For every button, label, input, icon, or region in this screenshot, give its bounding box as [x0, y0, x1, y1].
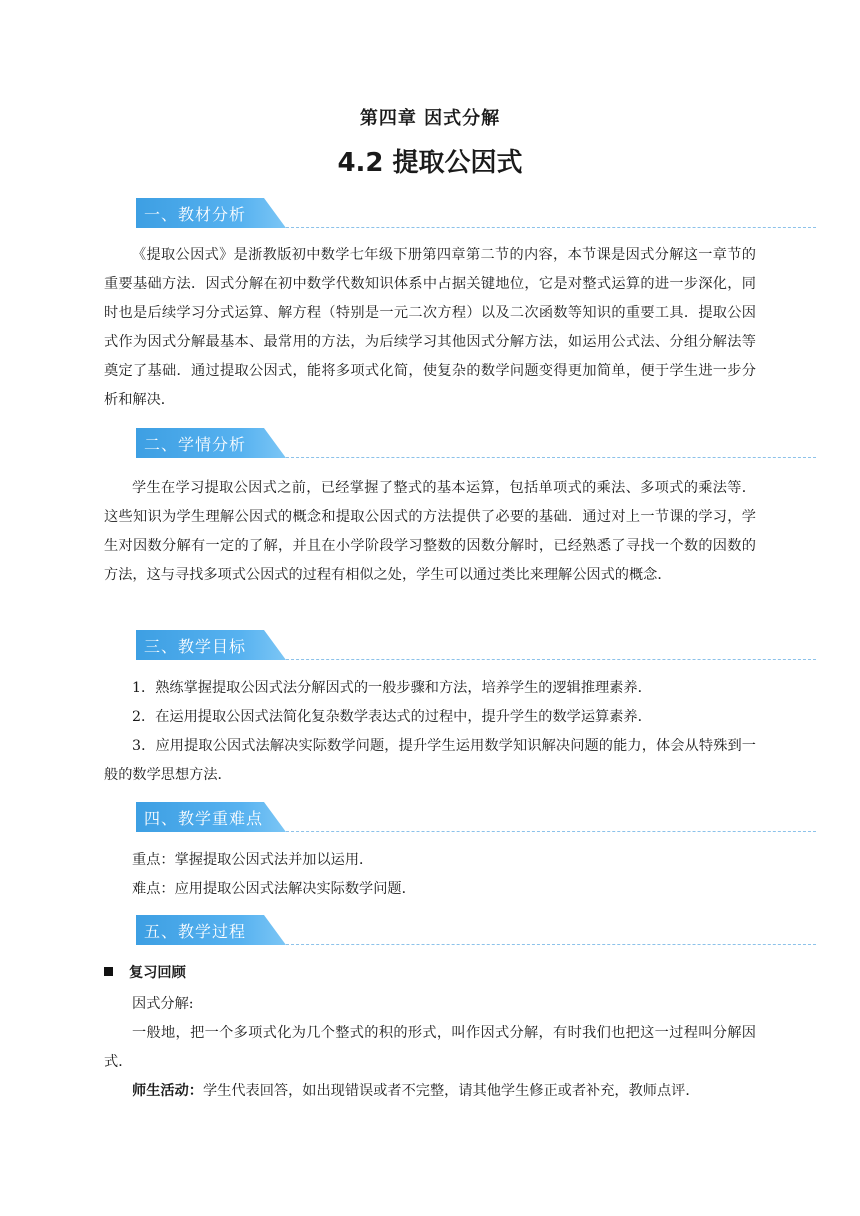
dashed-divider	[286, 944, 816, 945]
section-header-teaching-process	[136, 915, 816, 945]
dashed-divider	[286, 457, 816, 458]
chapter-heading: 第四章 因式分解	[359, 108, 501, 129]
definition-text: 一般地，把一个多项式化为几个整式的积的形式，叫作因式分解，有时我们也把这一过程叫分解因式．	[104, 1025, 756, 1070]
key-point-item: 重点：掌握提取公因式法并加以运用．	[132, 852, 374, 868]
activity-label: 师生活动：	[132, 1083, 203, 1099]
goal-item: 2．在运用提取公因式法简化复杂数学表达式的过程中，提升学生的数学运算素养．	[132, 709, 652, 725]
section-label: 三、教学目标	[144, 637, 247, 656]
section-label: 五、教学过程	[144, 922, 247, 941]
term-label: 因式分解:	[132, 996, 194, 1012]
review-heading-text: 复习回顾	[129, 965, 186, 981]
activity-line	[104, 1077, 756, 1106]
section-header-teaching-goals	[136, 630, 816, 660]
review-content	[104, 990, 756, 1106]
review-heading	[104, 962, 186, 982]
teaching-goals-list	[104, 674, 756, 790]
goal-item: 1．熟练掌握提取公因式法分解因式的一般步骤和方法，培养学生的逻辑推理素养．	[132, 680, 652, 696]
section-header-textbook-analysis	[136, 198, 816, 228]
section-label: 一、教材分析	[144, 205, 247, 224]
lesson-title: 4.2 提取公因式	[337, 148, 523, 178]
goal-item: 3．应用提取公因式法解决实际数学问题，提升学生运用数学知识解决问题的能力，体会从特殊到一般的数学思想方法．	[104, 738, 756, 783]
key-points-list	[104, 846, 756, 904]
section-label: 二、学情分析	[144, 435, 247, 454]
square-bullet-icon	[104, 967, 113, 976]
section-header-student-analysis	[136, 428, 816, 458]
activity-text: 学生代表回答，如出现错误或者不完整，请其他学生修正或者补充，教师点评．	[202, 1083, 700, 1099]
difficulty-item: 难点：应用提取公因式法解决实际数学问题．	[132, 881, 416, 897]
student-analysis-paragraph: 学生在学习提取公因式之前，已经掌握了整式的基本运算，包括单项式的乘法、多项式的乘法等．这些知识为学生理解公因式的概念和提取公因式的方法提供了必要的基础．通过对上一节课的学习，学生对因数分解有一定的了解，并且在小学阶段学习整数的因数分解时，已经熟悉了寻找一个数的因数的方法，这与寻找多项式公因式的过程有相似之处，学生可以通过类比来理解公因式的概念．	[104, 480, 756, 583]
section-label: 四、教学重难点	[144, 809, 264, 828]
section-header-key-points	[136, 802, 816, 832]
textbook-analysis-paragraph: 《提取公因式》是浙教版初中数学七年级下册第四章第二节的内容，本节课是因式分解这一章节的重要基础方法．因式分解在初中数学代数知识体系中占据关键地位，它是对整式运算的进一步深化，同时也是后续学习分式运算、解方程（特别是一元二次方程）以及二次函数等知识的重要工具．提取公因式作为因式分解最基本、最常用的方法，为后续学习其他因式分解方法，如运用公式法、分组分解法等奠定了基础．通过提取公因式，能将多项式化简，使复杂的数学问题变得更加简单，便于学生进一步分析和解决．	[104, 247, 756, 408]
dashed-divider	[286, 831, 816, 832]
dashed-divider	[286, 227, 816, 228]
dashed-divider	[286, 659, 816, 660]
